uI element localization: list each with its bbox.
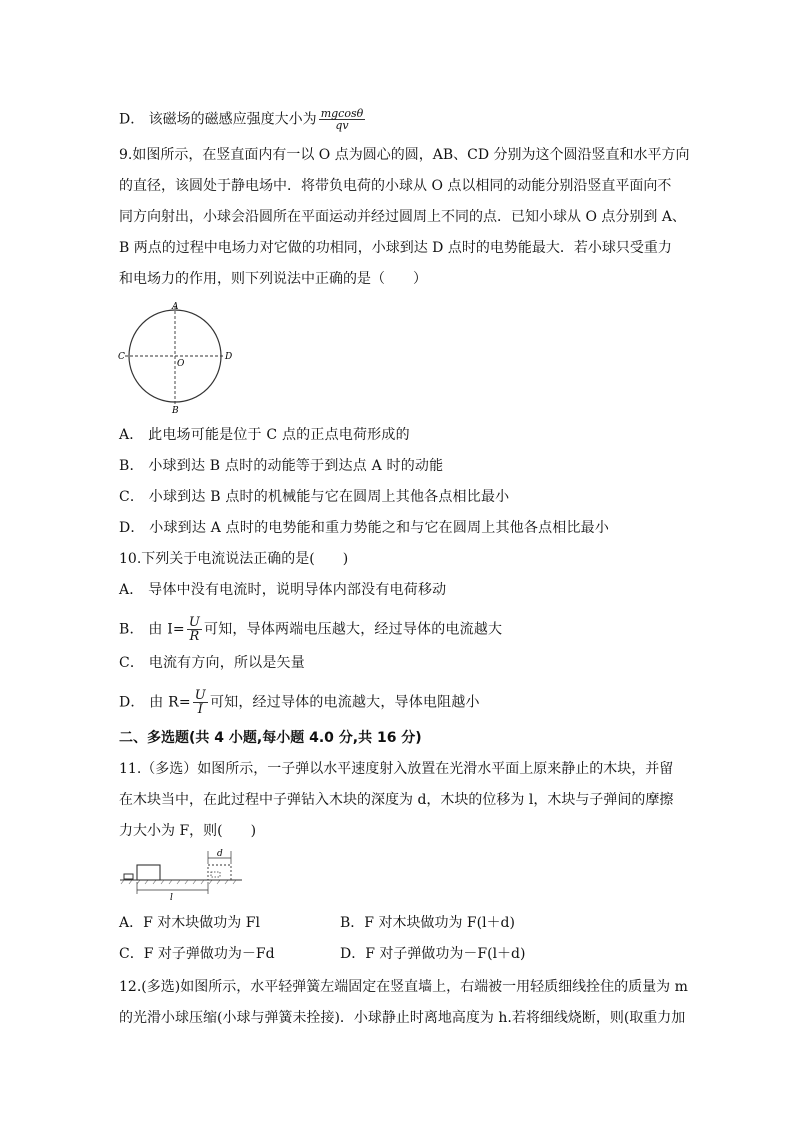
q11-stem-line-3: 力大小为 F，则( ) xyxy=(119,823,257,839)
q10-option-b-suffix: 可知，导体两端电压越大，经过导体的电流越大 xyxy=(204,621,503,638)
q9-stem-line-2: 的直径，该圆处于静电场中．将带负电荷的小球从 O 点以相同的动能分别沿竖直平面向不 xyxy=(119,178,672,194)
q11-option-c: C．F 对子弹做功为－Fd xyxy=(119,946,275,962)
fraction-numerator: U xyxy=(194,688,206,703)
q9-option-c: C． 小球到达 B 点时的机械能与它在圆周上其他各点相比最小 xyxy=(119,489,510,505)
label-c: C xyxy=(118,352,125,362)
q10-option-a: A． 导体中没有电流时，说明导体内部没有电荷移动 xyxy=(119,582,447,598)
fraction-denominator: R xyxy=(189,629,200,644)
q10-option-b-fraction xyxy=(187,616,202,643)
fraction-denominator: qv xyxy=(335,119,349,132)
q11-option-a: A．F 对木块做功为 Fl xyxy=(119,915,260,931)
label-d: d xyxy=(217,849,223,859)
fraction-numerator: mgcosθ xyxy=(320,107,364,120)
q12-stem-line-1: 12.(多选)如图所示，水平轻弹簧左端固定在竖直墙上，右端被一用轻质细线拴住的质量为 m xyxy=(119,979,688,995)
label-b: B xyxy=(172,406,179,415)
q9-stem-line-4: B 两点的过程中电场力对它做的功相同，小球到达 D 点时的电势能最大．若小球只受重力 xyxy=(119,240,672,256)
fraction-denominator: I xyxy=(197,702,204,717)
q9-circle-figure xyxy=(115,300,235,415)
q11-stem-line-2: 在木块当中，在此过程中子弹钻入木块的深度为 d，木块的位移为 l，木块与子弹间的摩擦 xyxy=(119,792,674,808)
bullet xyxy=(124,874,133,879)
label-a: A xyxy=(172,302,179,312)
q10-option-c: C． 电流有方向，所以是矢量 xyxy=(119,655,305,671)
label-l: l xyxy=(170,893,173,901)
q11-option-d: D．F 对子弹做功为－F(l＋d) xyxy=(340,946,526,962)
q11-option-b: B．F 对木块做功为 F(l＋d) xyxy=(340,915,515,931)
fraction-numerator: U xyxy=(188,615,201,630)
q10-option-d-suffix: 可知，经过导体的电流越大，导体电阻越小 xyxy=(209,694,480,711)
q10-option-b-prefix: B． 由 I= xyxy=(119,621,185,638)
label-o: O xyxy=(177,359,185,369)
q11-stem-line-1: 11.（多选）如图所示，一子弹以水平速度射入放置在光滑水平面上原来静止的木块，并留 xyxy=(119,761,674,777)
label-d: D xyxy=(225,352,233,362)
section-2-heading: 二、多选题(共 4 小题,每小题 4.0 分,共 16 分) xyxy=(119,730,422,746)
q9-option-d: D． 小球到达 A 点时的电势能和重力势能之和与它在圆周上其他各点相比最小 xyxy=(119,520,610,536)
q10-option-d-prefix: D． 由 R= xyxy=(119,694,191,711)
bullet-embedded xyxy=(211,872,220,877)
q10-option-b xyxy=(119,616,502,643)
block-final xyxy=(208,865,231,880)
q10-option-d-fraction xyxy=(193,689,208,716)
q9-stem-line-3: 同方向射出，小球会沿圆所在平面运动并经过圆周上不同的点．已知小球从 O 点分别到 A、 xyxy=(119,209,686,225)
q9-option-a: A． 此电场可能是位于 C 点的正点电荷形成的 xyxy=(119,427,410,443)
q10-stem: 10.下列关于电流说法正确的是( ) xyxy=(119,551,349,567)
q8-option-d-fraction xyxy=(319,108,366,131)
block-initial xyxy=(137,865,160,880)
q8-option-d xyxy=(119,108,367,131)
q11-bullet-block-figure xyxy=(120,846,245,901)
q9-stem-line-5: 和电场力的作用，则下列说法中正确的是（ ） xyxy=(119,271,427,287)
q9-option-b: B． 小球到达 B 点时的动能等于到达点 A 时的动能 xyxy=(119,458,444,474)
q10-option-d xyxy=(119,689,480,716)
q8-option-d-text: D． 该磁场的磁感应强度大小为 xyxy=(119,111,317,128)
q9-stem-line-1: 9.如图所示，在竖直面内有一以 O 点为圆心的圆，AB、CD 分别为这个圆沿竖直和水平方向 xyxy=(119,147,690,163)
ground-hatching xyxy=(121,880,236,884)
q12-stem-line-2: 的光滑小球压缩(小球与弹簧未拴接)．小球静止时离地高度为 h.若将细线烧断，则(取重力加 xyxy=(119,1010,686,1026)
